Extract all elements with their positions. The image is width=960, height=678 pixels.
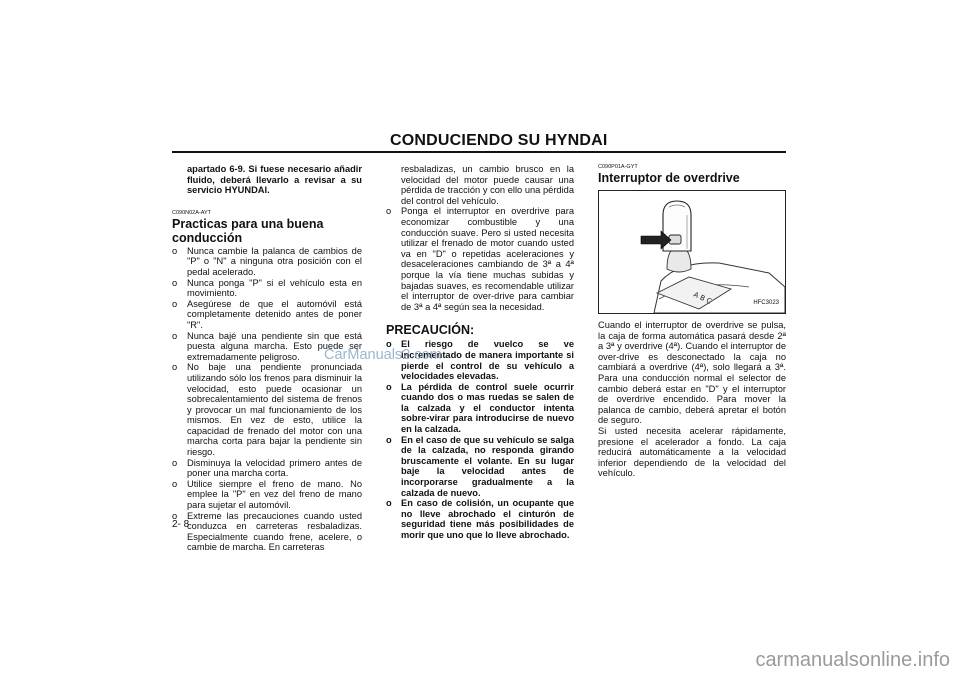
section-code: C090N02A-AYT <box>172 209 212 216</box>
warning-item: o La pérdida de control suele ocurrir cuando dos o mas ruedas se salen de la calzada y el conductor intenta sobre-virar para introducirse de nuevo en la calzada. <box>386 381 574 435</box>
bullet-marker: o <box>172 457 178 468</box>
bullet-marker: o <box>172 330 178 341</box>
watermark-text: CarManuals2.com <box>324 347 442 363</box>
bullet-marker: o <box>386 498 392 509</box>
overdrive-shifter-figure <box>598 190 786 314</box>
section-title: Practicas para una buena conducción <box>172 216 324 245</box>
svg-text:A B C: A B C <box>692 290 713 306</box>
list-item: o Utilice siempre el freno de mano. No emplee la "P" en vez del freno de mano para sujetar el automóvil. <box>172 478 362 511</box>
warning-item: o En caso de colisión, un ocupante que no lleve abrochado el cinturón de seguridad tiene más posibilidades de morir que uno que lo lleve abrochado. <box>386 498 574 540</box>
list-item: o Extreme las precauciones cuando usted conduzca en carreteras resbaladizas. Especialmente cuando frene, acelere, o cambie de marcha. En carreteras <box>172 510 362 553</box>
warning-list <box>386 339 574 540</box>
overdrive-description: Cuando el interruptor de overdrive se pulsa, la caja de forma automática pasará desde 2ª a 3ª y overdrive (4ª). Cuando el interruptor de over-drive es desconectado la caja no cambiará a overdrive (4ª), solo llegará a 3ª. Para una conducción normal el selector de cambio deberá estar en "D" y el interruptor de overdrive encendido. Para mover la palanca de cambio, deberá apretar el botón de seguro. <box>598 320 786 426</box>
warning-item: o En el caso de que su vehículo se salga de la calzada, no responda girando bruscamente el volante. En su lugar baje la velocidad antes de incorporarse gradualmente a la calzada de nuevo. <box>386 434 574 498</box>
list-item: o Disminuya la velocidad primero antes de poner una marcha corta. <box>172 457 362 479</box>
bullet-marker: o <box>172 277 178 288</box>
figure-code: HFC3023 <box>753 300 779 307</box>
footer-watermark: carmanualsonline.info <box>755 649 950 671</box>
page-header-title: CONDUCIENDO SU HYNDAI <box>390 132 608 149</box>
gear-shifter-illustration <box>599 191 785 313</box>
bullet-marker: o <box>386 206 392 217</box>
list-item: o No baje una pendiente pronunciada utilizando sólo los frenos para disminuir la velocidad, esto puede ocasionar un sobrecalentamiento del sistema de frenos y provocar un mal funcionamiento de los mismos. En vez de esto, utilice la capacidad de frenado del motor con una marcha corta para bajar la pendiente sin riesgo. <box>172 362 362 458</box>
header-rule <box>172 151 786 153</box>
intro-paragraph: apartado 6-9. Si fuese necesario añadir fluido, deberá llevarlo a revisar a su servicio HYUNDAI. <box>187 164 362 196</box>
practices-list <box>172 246 362 553</box>
column-3 <box>598 164 786 479</box>
section-code: C090P01A-GYT <box>598 164 638 170</box>
list-item: o Nunca bajé una pendiente sin que está puesta alguna marcha. Esto puede ser extremadamente peligroso. <box>172 330 362 362</box>
bullet-marker: o <box>172 478 178 489</box>
section-title: Interruptor de overdrive <box>598 171 740 185</box>
bullet-marker: o <box>172 510 178 521</box>
list-item: o Ponga el interruptor en overdrive para economizar combustible y una conducción suave. Pero si usted necesita utilizar el frenado de motor cuando usted va en "D" o repetidas aceleraciones y desaceleraciones cambiando de 3ª a 4ª porque la vía tiene muchas subidas y bajadas suaves, es recomendable utilizar el interruptor de over-drive para cambiar de 3ª a 4ª según sea la necesidad. <box>386 206 574 312</box>
overdrive-list <box>386 206 574 312</box>
bullet-marker: o <box>172 298 178 309</box>
list-item: o Asegúrese de que el automóvil está completamente detenido antes de poner "R". <box>172 298 362 330</box>
warning-title: PRECAUCIÓN: <box>386 323 475 338</box>
bullet-marker: o <box>386 339 392 350</box>
bullet-marker: o <box>172 362 178 373</box>
bullet-marker: o <box>386 381 392 392</box>
list-item: o Nunca cambie la palanca de cambios de "P" o "N" a ninguna otra posición con el pedal acelerado. <box>172 245 362 277</box>
warning-item: o El riesgo de vuelco se ve incrementado de manera importante si pierde el control de su vehículo a velocidades elevadas. <box>386 339 574 382</box>
continued-paragraph: resbaladizas, un cambio brusco en la velocidad del motor puede causar una pérdida de tracción y con ello una pérdida del control del vehículo. <box>401 164 574 206</box>
bullet-marker: o <box>386 434 392 445</box>
bullet-marker: o <box>172 245 178 256</box>
acceleration-note: Si usted necesita acelerar rápidamente, presione el acelerador a fondo. La caja reducirá automáticamente a la velocidad inferior dependiendo de la velocidad del vehículo. <box>598 425 786 479</box>
list-item: o Nunca ponga "P" si el vehículo esta en movimiento. <box>172 277 362 299</box>
page-number: 2- 8 <box>172 519 190 530</box>
